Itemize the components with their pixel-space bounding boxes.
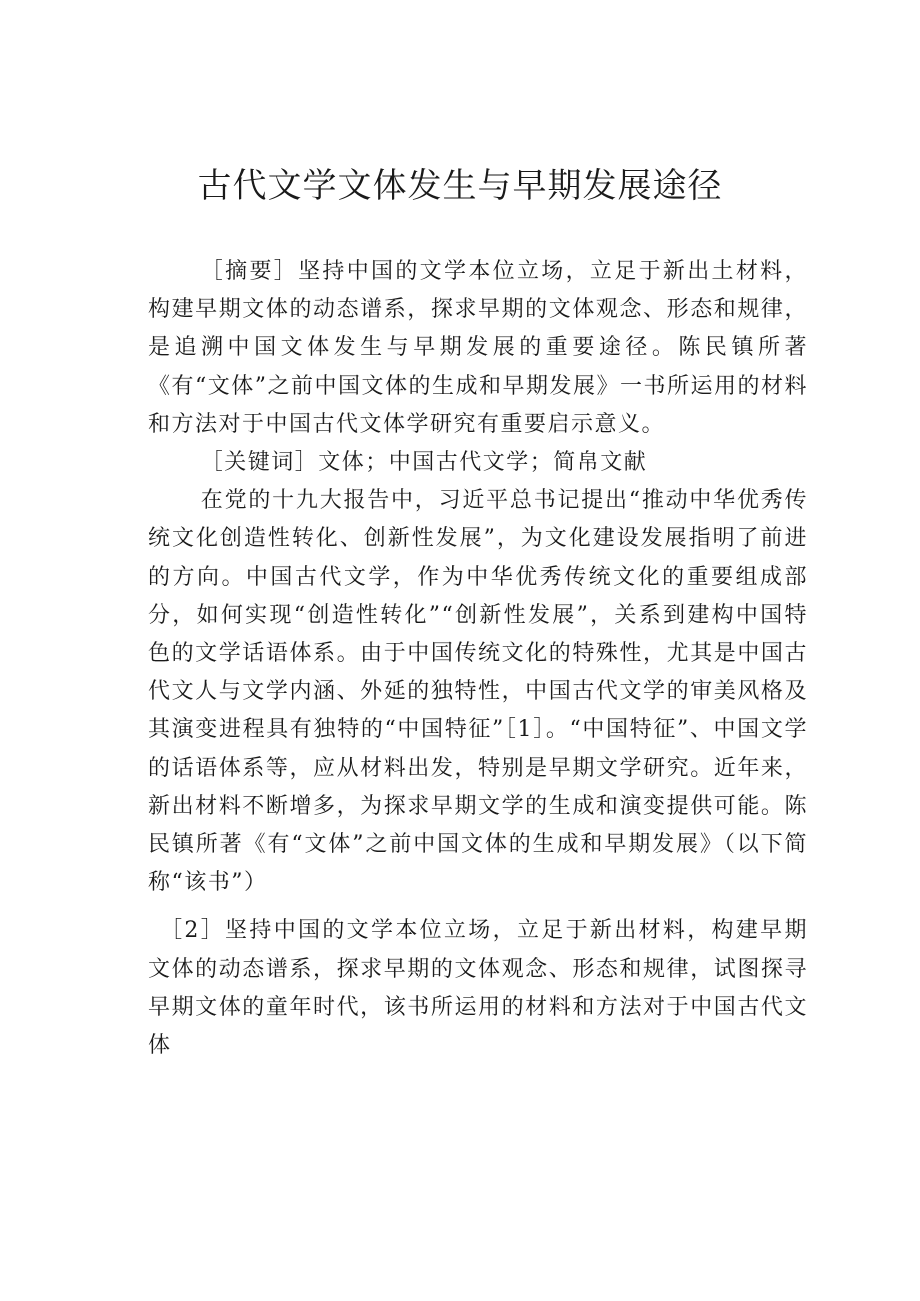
body-paragraph-2: ［2］坚持中国的文学本位立场，立足于新出材料，构建早期文体的动态谱系，探求早期的文体观念、形态和规律，试图探寻早期文体的童年时代，该书所运用的材料和方法对于中国古代文体 [148,918,808,1059]
keywords-line: ［关键词］文体；中国古代文学；简帛文献 [200,450,648,476]
document-title: 古代文学文体发生与早期发展途径 [197,166,723,206]
document-body [148,253,808,1065]
abstract-paragraph: ［摘要］坚持中国的文学本位立场，立足于新出土材料，构建早期文体的动态谱系，探求早期的文体观念、形态和规律，是追溯中国文体发生与早期发展的重要途径。陈民镇所著《有“文体”之前中国文体的生成和早期发展》一书所运用的材料和方法对于中国古代文体学研究有重要启示意义。 [148,259,808,437]
body-paragraph-1: 在党的十九大报告中，习近平总书记提出“推动中华优秀传统文化创造性转化、创新性发展”，为文化建设发展指明了前进的方向。中国古代文学，作为中华优秀传统文化的重要组成部分，如何实现“创造性转化”“创新性发展”，关系到建构中国特色的文学话语体系。由于中国传统文化的特殊性，尤其是中国古代文人与文学内涵、外延的独特性，中国古代文学的审美风格及其演变进程具有独特的“中国特征”［1］。“中国特征”、中国文学的话语体系等，应从材料出发，特别是早期文学研究。近年来，新出材料不断增多，为探求早期文学的生成和演变提供可能。陈民镇所著《有“文体”之前中国文体的生成和早期发展》（以下简称“该书”） [148,488,808,896]
